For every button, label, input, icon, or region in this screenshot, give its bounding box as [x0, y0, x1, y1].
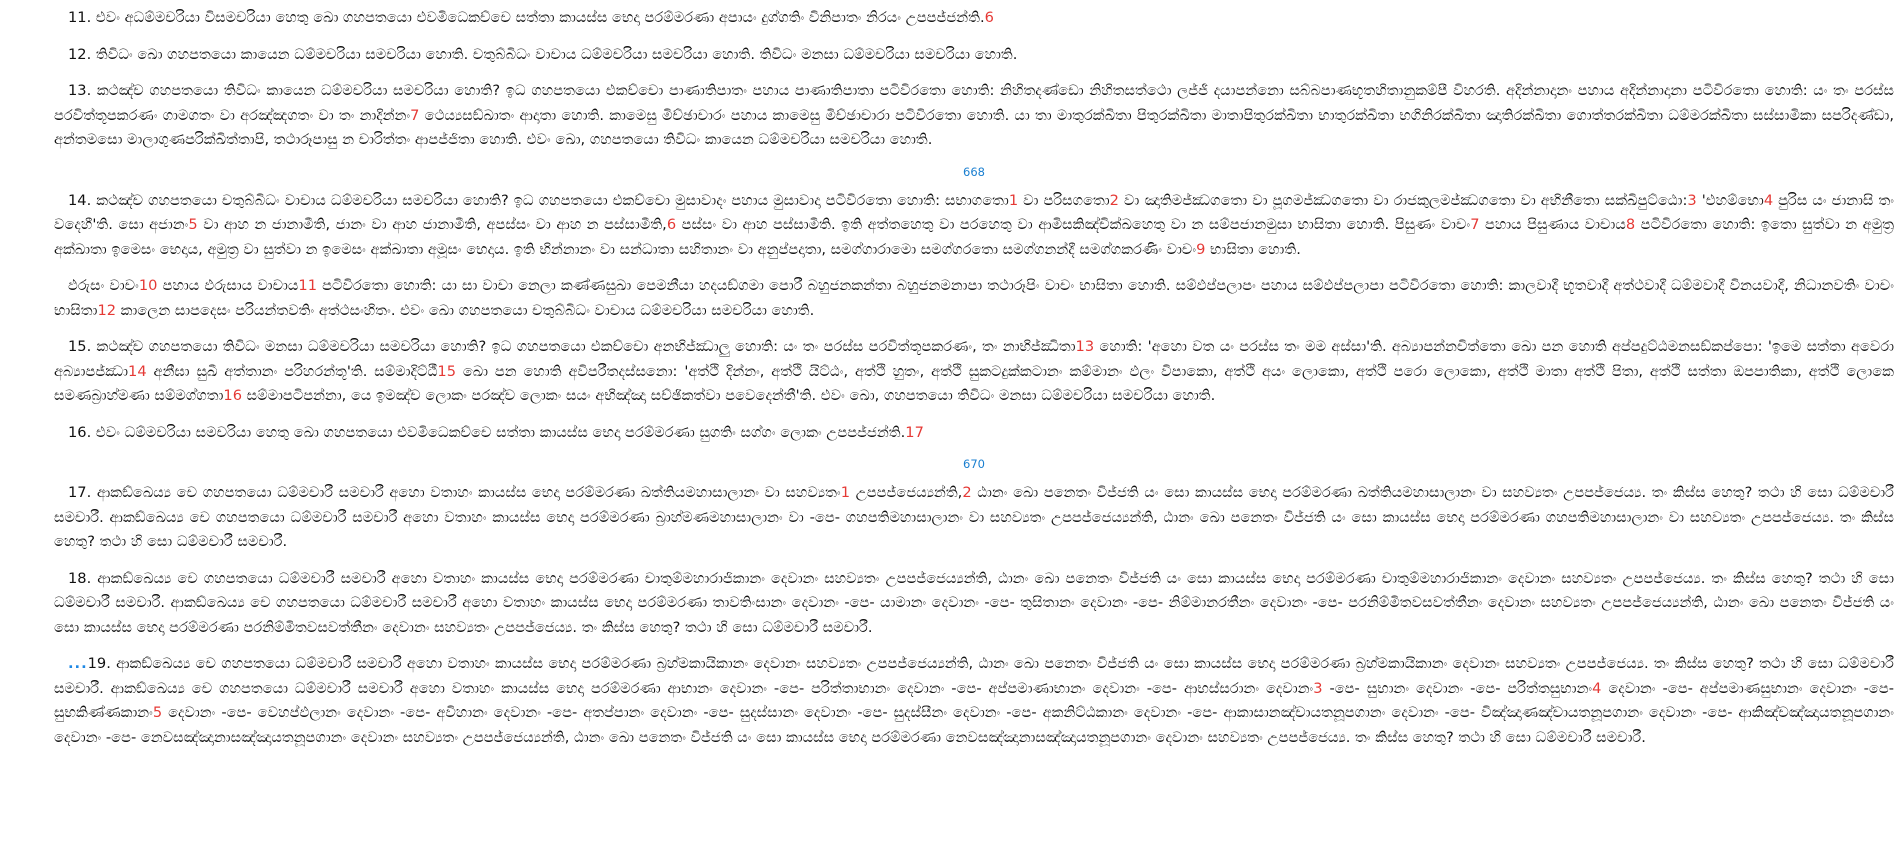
footnote-marker[interactable]: 2	[1109, 191, 1119, 209]
paragraph-text: වා ආහ න ජානාමීති, ජානං වා ආහ ජානාමීති, අපස්සං වා ආහ න පස්සාමීති,	[197, 216, 667, 233]
paragraph-text: ඛො පන හොති අවිපරීතදස්සනො: 'අත්ථි දින්නං, අත්ථි යිට්ඨං, අත්ථි හුතං, අත්ථි සුකටදුක්කටානං කම්මානං ඵලං විපාකො, අත්ථි අයං ලොකො, අත්ථි පරො ලොකො, අත්ථි මාතා අත්ථි පිතා, අත්ථි සත්තා ඔපපාතිකා, අත්ථි ලොකෙ සමණබ්‍රාහ්මණා සම්මග්ගතා	[54, 362, 1894, 404]
footnote-marker[interactable]: 7	[410, 106, 420, 124]
paragraph-text: පහාය පිසුණාය වාචාය	[1479, 216, 1626, 233]
paragraph	[54, 421, 1894, 446]
paragraph-text: 19. ආකඞ්ඛෙය්‍ය චෙ ගහපතයො ධම්මචාරී සමචාරී අහො වතාහං කායස්ස භෙදා පරම්මරණා බ්‍රහ්මකායිකානං දෙවානං සහව්‍යතං උපපජ්ජෙය්‍යන්ති, ඨානං ඛො පනෙතං විජ්ජති යං සො කායස්ස භෙදා පරම්මරණා බ්‍රහ්මකායිකානං දෙවානං සහව්‍යතං උපපජ්ජෙය්‍ය. තං කිස්ස හෙතු? තථා හි සො ධම්මචාරී සමචාරී. ආකඞ්ඛෙය්‍ය චෙ ගහපතයො ධම්මචාරී සමචාරී අහො වතාහං කායස්ස භෙදා පරම්මරණා ආභානං දෙවානං -පෙ- පරිත්තාභානං දෙවානං -පෙ- අප්පමාණාභානං දෙවානං -පෙ- ආභස්සරානං දෙවානං	[54, 655, 1894, 697]
footnote-marker[interactable]: 10	[138, 277, 158, 294]
footnote-marker[interactable]: 2	[962, 484, 972, 501]
paragraph-text: පස්සං වා ආහ පස්සාමීති. ඉති අත්තහෙතු වා පරහෙතු වා ආමිසකිඤ්චික්ඛහෙතු වා න සම්පජානමුසා භාසිතා හොති. පිසුණං වාචං	[676, 216, 1471, 233]
paragraph-text: පහාය ඵරුසාය වාචාය	[157, 277, 299, 294]
paragraph-text: කාලෙන සාපදෙසං පරියන්තවතිං අත්ථසංහිතං. එවං ඛො ගහපතයො චතුබ්බිධං වාචාය ධම්මචරියා සමචරියා හොති.	[116, 301, 815, 319]
paragraph-text: ථෙය්‍යසඞ්ඛාතං ආදාතා හොති. කාමෙසු මිච්ඡාචාරං පහාය කාමෙසු මිච්ඡාචාරා පටිවිරතො හොති. යා තා මාතුරක්ඛිතා පිතුරක්ඛිතා මාතාපිතුරක්ඛිතා භාතුරක්ඛිතා භගිනිරක්ඛිතා ඤාතිරක්ඛිතා ගොත්තරක්ඛිතා ධම්මරක්ඛිතා සස්සාමිකා සපරිදණ්ඩා, අන්තමසො මාලාගුණපරික්ඛිත්තාපි, තථාරූපාසු න චාරිත්තං ආපජ්ජිතා හොති. එවං ඛො, ගහපතයො තිවිධං කායෙන ධම්මචරියා සමචරියා හොති.	[54, 106, 1894, 148]
paragraph-text: හොති: 'අහො වත යං පරස්ස තං මම අස්සා'ති. අබ්‍යාපන්නචිත්තො ඛො පන හොති අප්පදුට්ඨමනසඞ්කප්පො: 'ඉමෙ සත්තා අවෙරා අබ්‍යාපජ්ඣා	[54, 338, 1895, 380]
paragraph-text: දෙවානං -පෙ- අප්පමාණසුභානං දෙවානං -පෙ- සුභකිණ්ණකානං	[54, 679, 1894, 721]
footnote-marker[interactable]: 3	[1687, 191, 1697, 209]
paragraph-text: සම්මාපටිපන්නා, යෙ ඉමඤ්ච ලොකං පරඤ්ච ලොකං සයං අභිඤ්ඤා සච්ඡිකත්වා පවෙදෙන්තී'ති. එවං ඛො, ගහපතයො තිවිධං මනසා ධම්මචරියා සමචරියා හොති.	[242, 387, 1216, 404]
paragraph-text: 'එහම්භො	[1696, 191, 1764, 209]
footnote-marker[interactable]: 4	[1763, 191, 1774, 209]
footnote-marker[interactable]: 5	[152, 704, 163, 721]
footnote-marker[interactable]: 4	[1592, 679, 1602, 697]
paragraph	[54, 43, 1894, 68]
paragraph	[54, 189, 1894, 263]
paragraph	[54, 481, 1894, 555]
footnote-marker[interactable]: 1	[840, 484, 851, 501]
paragraph-text: භාසිතා හොති.	[1205, 240, 1301, 258]
paragraph	[54, 274, 1894, 323]
paragraph-text: පටිවිරතො හොති: යා සා වාචා නෙලා කණ්ණසුඛා පෙමනීයා හදයඞ්ගමා පොරී බහුජනකන්තා බහුජනමනාපා තථාරූපිං වාචං භාසිතා හොති. සම්ඵප්පලාපං පහාය සම්ඵප්පලාපා පටිවිරතො හොති: කාලවාදී භූතවාදී අත්ථවාදී ධම්මවාදී විනයවාදී, නිධානවතිං වාචං භාසිතා	[54, 277, 1894, 319]
footnote-marker[interactable]: 3	[1313, 679, 1323, 697]
footnote-marker[interactable]: 1	[1008, 191, 1019, 209]
footnote-marker[interactable]: 13	[1075, 338, 1095, 355]
paragraph-text: අනීඝා සුඛී අත්තානං පරිහරන්තූ'ති. සම්මාදිට්ඨී	[146, 362, 438, 380]
paragraph-text: 13. කථඤ්ච ගහපතයො තිවිධං කායෙන ධම්මචරියා සමචරියා හොති? ඉධ ගහපතයො එකච්චො පාණාතිපාතං පහාය පාණාතිපාතා පටිවිරතො හොති: නිහිතදණ්ඩො නිහිතසත්ථො ලජ්ජී දයාපන්නො සබ්බපාණභූතහිතානුකම්පී විහරති. අදින්නාදානං පහාය අදින්නාදානා පටිවිරතො හොති: යං තං පරස්ස පරවිත්තූපකරණං ගාමගතං වා අරඤ්ඤගතං වා තං නාදින්නං	[54, 82, 1894, 124]
paragraph-text: වා ඤාතිමජ්ඣගතො වා පූගමජ්ඣගතො වා රාජකුලමජ්ඣගතො වා අභිනීතො සක්ඛිපුට්ඨො:	[1118, 191, 1688, 209]
paragraph-text: 15. කථඤ්ච ගහපතයො තිවිධං මනසා ධම්මචරියා සමචරියා හොති? ඉධ ගහපතයො එකච්චො අනභිජ්ඣාලු හොති: යං තං පරස්ස පරවිත්තූපකරණං, තං නාභිජ්ඣිතා	[68, 338, 1076, 355]
expand-more-icon[interactable]: ...	[68, 655, 88, 672]
paragraph-text: 14. කථඤ්ච ගහපතයො චතුබ්බිධං වාචාය ධම්මචරියා සමචරියා හොති? ඉධ ගහපතයො එකච්චො මුසාවාදං පහාය මුසාවාදා පටිවිරතො හොති: සභාගතො	[68, 191, 1009, 209]
footnote-marker[interactable]: 7	[1470, 216, 1480, 233]
footnote-marker[interactable]: 8	[1625, 216, 1636, 233]
paragraph-text: 18. ආකඞ්ඛෙය්‍ය චෙ ගහපතයො ධම්මචාරී සමචාරී අහො වතාහං කායස්ස භෙදා පරම්මරණා චාතුම්මහාරාජිකානං දෙවානං සහව්‍යතං උපපජ්ජෙය්‍යන්ති, ඨානං ඛො පනෙතං විජ්ජති යං සො කායස්ස භෙදා පරම්මරණා චාතුම්මහාරාජිකානං දෙවානං සහව්‍යතං උපපජ්ජෙය්‍ය. තං කිස්ස හෙතු? තථා හි සො ධම්මචාරී සමචාරී. ආකඞ්ඛෙය්‍ය චෙ ගහපතයො ධම්මචාරී සමචාරී අහො වතාහං කායස්ස භෙදා පරම්මරණා තාවතිංසානං දෙවානං -පෙ- යාමානං දෙවානං -පෙ- තුසිතානං දෙවානං -පෙ- නිම්මානරතීනං දෙවානං -පෙ- පරනිම්මිතවසවත්තීනං දෙවානං සහව්‍යතං උපපජ්ජෙය්‍යන්ති, ඨානං ඛො පනෙතං විජ්ජති යං සො කායස්ස භෙදා පරම්මරණා පරනිම්මිතවසවත්තීනං දෙවානං සහව්‍යතං උපපජ්ජෙය්‍ය. තං කිස්ස හෙතු? තථා හි සො ධම්මචාරී සමචාරී.	[54, 569, 1894, 636]
paragraph-text: වා පරිසගතො	[1018, 191, 1110, 209]
footnote-marker[interactable]: 17	[905, 423, 924, 441]
paragraph	[54, 335, 1894, 409]
paragraph-text: ඨානං ඛො පනෙතං විජ්ජති යං සො කායස්ස භෙදා පරම්මරණා ඛත්තියමහාසාලානං වා සහව්‍යතං උපපජ්ජෙය්‍ය. තං කිස්ස හෙතු? තථා හි සො ධම්මචාරී සමචාරී. ආකඞ්ඛෙය්‍ය චෙ ගහපතයො ධම්මචාරී සමචාරී අහො වතාහං කායස්ස භෙදා පරම්මරණා බ්‍රාහ්මණමහාසාලානං වා -පෙ- ගහපතිමහාසාලානං වා සහව්‍යතං උපපජ්ජෙය්‍යන්ති, ඨානං ඛො පනෙතං විජ්ජති යං සො කායස්ස භෙදා පරම්මරණා ගහපතිමහාසාලානං වා සහව්‍යතං උපපජ්ජෙය්‍ය. තං කිස්ස හෙතු? තථා හි සො ධම්මචාරී සමචාරී.	[54, 484, 1894, 550]
paragraph	[54, 79, 1894, 153]
page-number: 670	[963, 457, 985, 471]
paragraph-text: -පෙ- සුභානං දෙවානං -පෙ- පරිත්තසුභානං	[1322, 679, 1593, 697]
paragraph-text: 12. තිවිධං ඛො ගහපතයො කායෙන ධම්මචරියා සමචරියා හොති. චතුබ්බිධං වාචාය ධම්මචරියා සමචරියා හොති. තිවිධං මනසා ධම්මචරියා සමචරියා හොති.	[68, 45, 1018, 63]
footnote-marker[interactable]: 15	[437, 362, 456, 380]
paragraph-text: දෙවානං -පෙ- වෙහප්ඵලානං දෙවානං -පෙ- අවිහානං දෙවානං -පෙ- අතප්පානං දෙවානං -පෙ- සුදස්සානං දෙවානං -පෙ- සුදස්සීනං දෙවානං -පෙ- අකනිට්ඨකානං දෙවානං -පෙ- ආකාසානඤ්චායතනූපගානං දෙවානං -පෙ- විඤ්ඤාණඤ්චායතනූපගානං දෙවානං -පෙ- ආකිඤ්චඤ්ඤායතනූපගානං දෙවානං -පෙ- නෙවසඤ්ඤානාසඤ්ඤායතනූපගානං දෙවානං සහව්‍යතං උපපජ්ජෙය්‍යන්ති, ඨානං ඛො පනෙතං විජ්ජති යං සො කායස්ස භෙදා පරම්මරණා නෙවසඤ්ඤානාසඤ්ඤායතනූපගානං දෙවානං සහව්‍යතං උපපජ්ජෙය්‍ය. තං කිස්ස හෙතු? තථා හි සො ධම්මචාරී සමචාරී.	[54, 704, 1894, 746]
paragraph	[54, 652, 1894, 750]
page-number: 668	[963, 164, 985, 179]
paragraph-text: 17. ආකඞ්ඛෙය්‍ය චෙ ගහපතයො ධම්මචාරී සමචාරී අහො වතාහං කායස්ස භෙදා පරම්මරණා ඛත්තියමහාසාලානං වා සහව්‍යතං	[68, 484, 841, 501]
paragraph-text: පටිවිරතො හොති: ඉතො සුත්වා න අමුත්‍ර අක්ඛාතා ඉමෙසං භෙදාය, අමුත්‍ර වා සුත්වා න ඉමෙසං අක්ඛාතා අමූසං භෙදාය. ඉති භින්නානං වා සන්ධාතා සහිතානං වා අනුප්පදාතා, සමග්ගාරාමො සමග්ගරතො සමග්ගනන්දී සමග්ගකරණිං වාචං	[54, 216, 1895, 258]
footnote-marker[interactable]: 9	[1196, 240, 1206, 258]
footnote-marker[interactable]: 14	[128, 362, 147, 380]
footnote-marker[interactable]: 12	[97, 301, 117, 319]
paragraph	[54, 6, 1894, 31]
paragraph	[54, 567, 1894, 641]
paragraph-text: 16. එවං ධම්මචරියා සමචරියා හෙතු ඛො ගහපතයො එවමිධෙකච්චෙ සත්තා කායස්ස භෙදා පරම්මරණා සුගතිං සග්ගං ලොකං උපපජ්ජන්ති.	[68, 423, 906, 441]
footnote-marker[interactable]: 6	[666, 216, 677, 233]
footnote-marker[interactable]: 6	[984, 9, 994, 26]
footnote-marker[interactable]: 5	[188, 216, 198, 233]
paragraph-text: 11. එවං අධම්මචරියා විසමචරියා හෙතු ඛො ගහපතයො එවමිධෙකච්චෙ සත්තා කායස්ස භෙදා පරම්මරණා අපායං දුග්ගතිං විනිපාතං නිරයං උපපජ්ජන්ති.	[68, 9, 985, 26]
paragraph-text: ඵරුසං වාචං	[68, 277, 139, 294]
paragraph-text: උපපජ්ජෙය්‍යන්ති,	[850, 484, 963, 501]
footnote-marker[interactable]: 11	[298, 277, 317, 294]
footnote-marker[interactable]: 16	[223, 387, 242, 404]
paragraph-text: පුරිස යං ජානාසි තං වදෙහී'ති. සො අජානං	[54, 191, 1894, 233]
